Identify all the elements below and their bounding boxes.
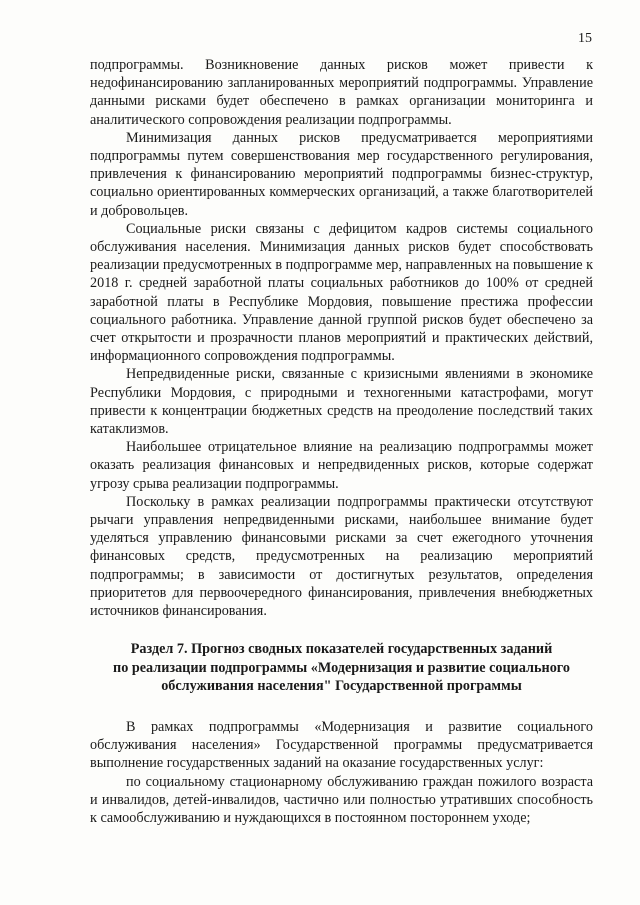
paragraph-risk-minimization: Минимизация данных рисков предусматривается мероприятиями подпрограммы путем совершенствования мер государственного регулирования, привлечения к финансированию мероприятий подпрограммы бизнес-структур, социально ориентированных коммерческих организаций, а также благотворителей и добровольцев. — [90, 129, 593, 219]
page-body — [90, 56, 593, 827]
section-7-heading — [90, 640, 593, 696]
paragraph-unforeseen-risks: Непредвиденные риски, связанные с кризисными явлениями в экономике Республики Мордовия, с природными и техногенными катастрофами, могут привести к концентрации бюджетных средств на преодоление последствий таких катаклизмов. — [90, 366, 593, 438]
paragraph-financial-risk-management: Поскольку в рамках реализации подпрограммы практически отсутствуют рычаги управления непредвиденными рисками, наибольшее внимание будет уделяться управлению финансовыми рисками за счет ежегодного уточнения финансовых средств, предусмотренных на реализацию мероприятий подпрограммы; в зависимости от достигнутых результатов, определения приоритетов для первоочередного финансирования, привлечения внебюджетных источников финансирования. — [90, 493, 593, 620]
paragraph-social-risks: Социальные риски связаны с дефицитом кадров системы социального обслуживания населения. Минимизация данных рисков будет способствовать реализации предусмотренных в подпрограмме мер, направленных на повышение к 2018 г. средней заработной платы социальных работников до 100% от средней заработной платы в Республике Мордовия, повышение престижа профессии социального работника. Управление данной группой рисков будет обеспечено за счет открытости и прозрачности планов мероприятий и практических действий, информационного сопровождения подпрограммы. — [90, 220, 593, 365]
section-heading-line: обслуживания населения" Государственной программы — [161, 678, 522, 695]
section-heading-line: по реализации подпрограммы «Модернизация и развитие социального — [113, 659, 570, 676]
section-heading-line: Раздел 7. Прогноз сводных показателей государственных заданий — [130, 641, 553, 658]
page-number: 15 — [578, 31, 592, 46]
paragraph-state-assignments: В рамках подпрограммы «Модернизация и развитие социального обслуживания населения» Государственной программы предусматривается выполнение государственных заданий на оказание государственных услуг: — [90, 719, 593, 772]
paragraph-inpatient-services: по социальному стационарному обслуживанию граждан пожилого возраста и инвалидов, детей-инвалидов, частично или полностью утративших способность к самообслуживанию и нуждающихся в постоянном постороннем уходе; — [90, 773, 593, 827]
paragraph-risks-continuation: подпрограммы. Возникновение данных рисков может привести к недофинансированию запланированных мероприятий подпрограммы. Управление данными рисками будет обеспечено в рамках организации мониторинга и аналитического сопровождения реализации подпрограммы. — [90, 57, 593, 128]
paragraph-negative-impact: Наибольшее отрицательное влияние на реализацию подпрограммы может оказать реализация финансовых и непредвиденных рисков, которые содержат угрозу срыва реализации подпрограммы. — [90, 439, 593, 492]
